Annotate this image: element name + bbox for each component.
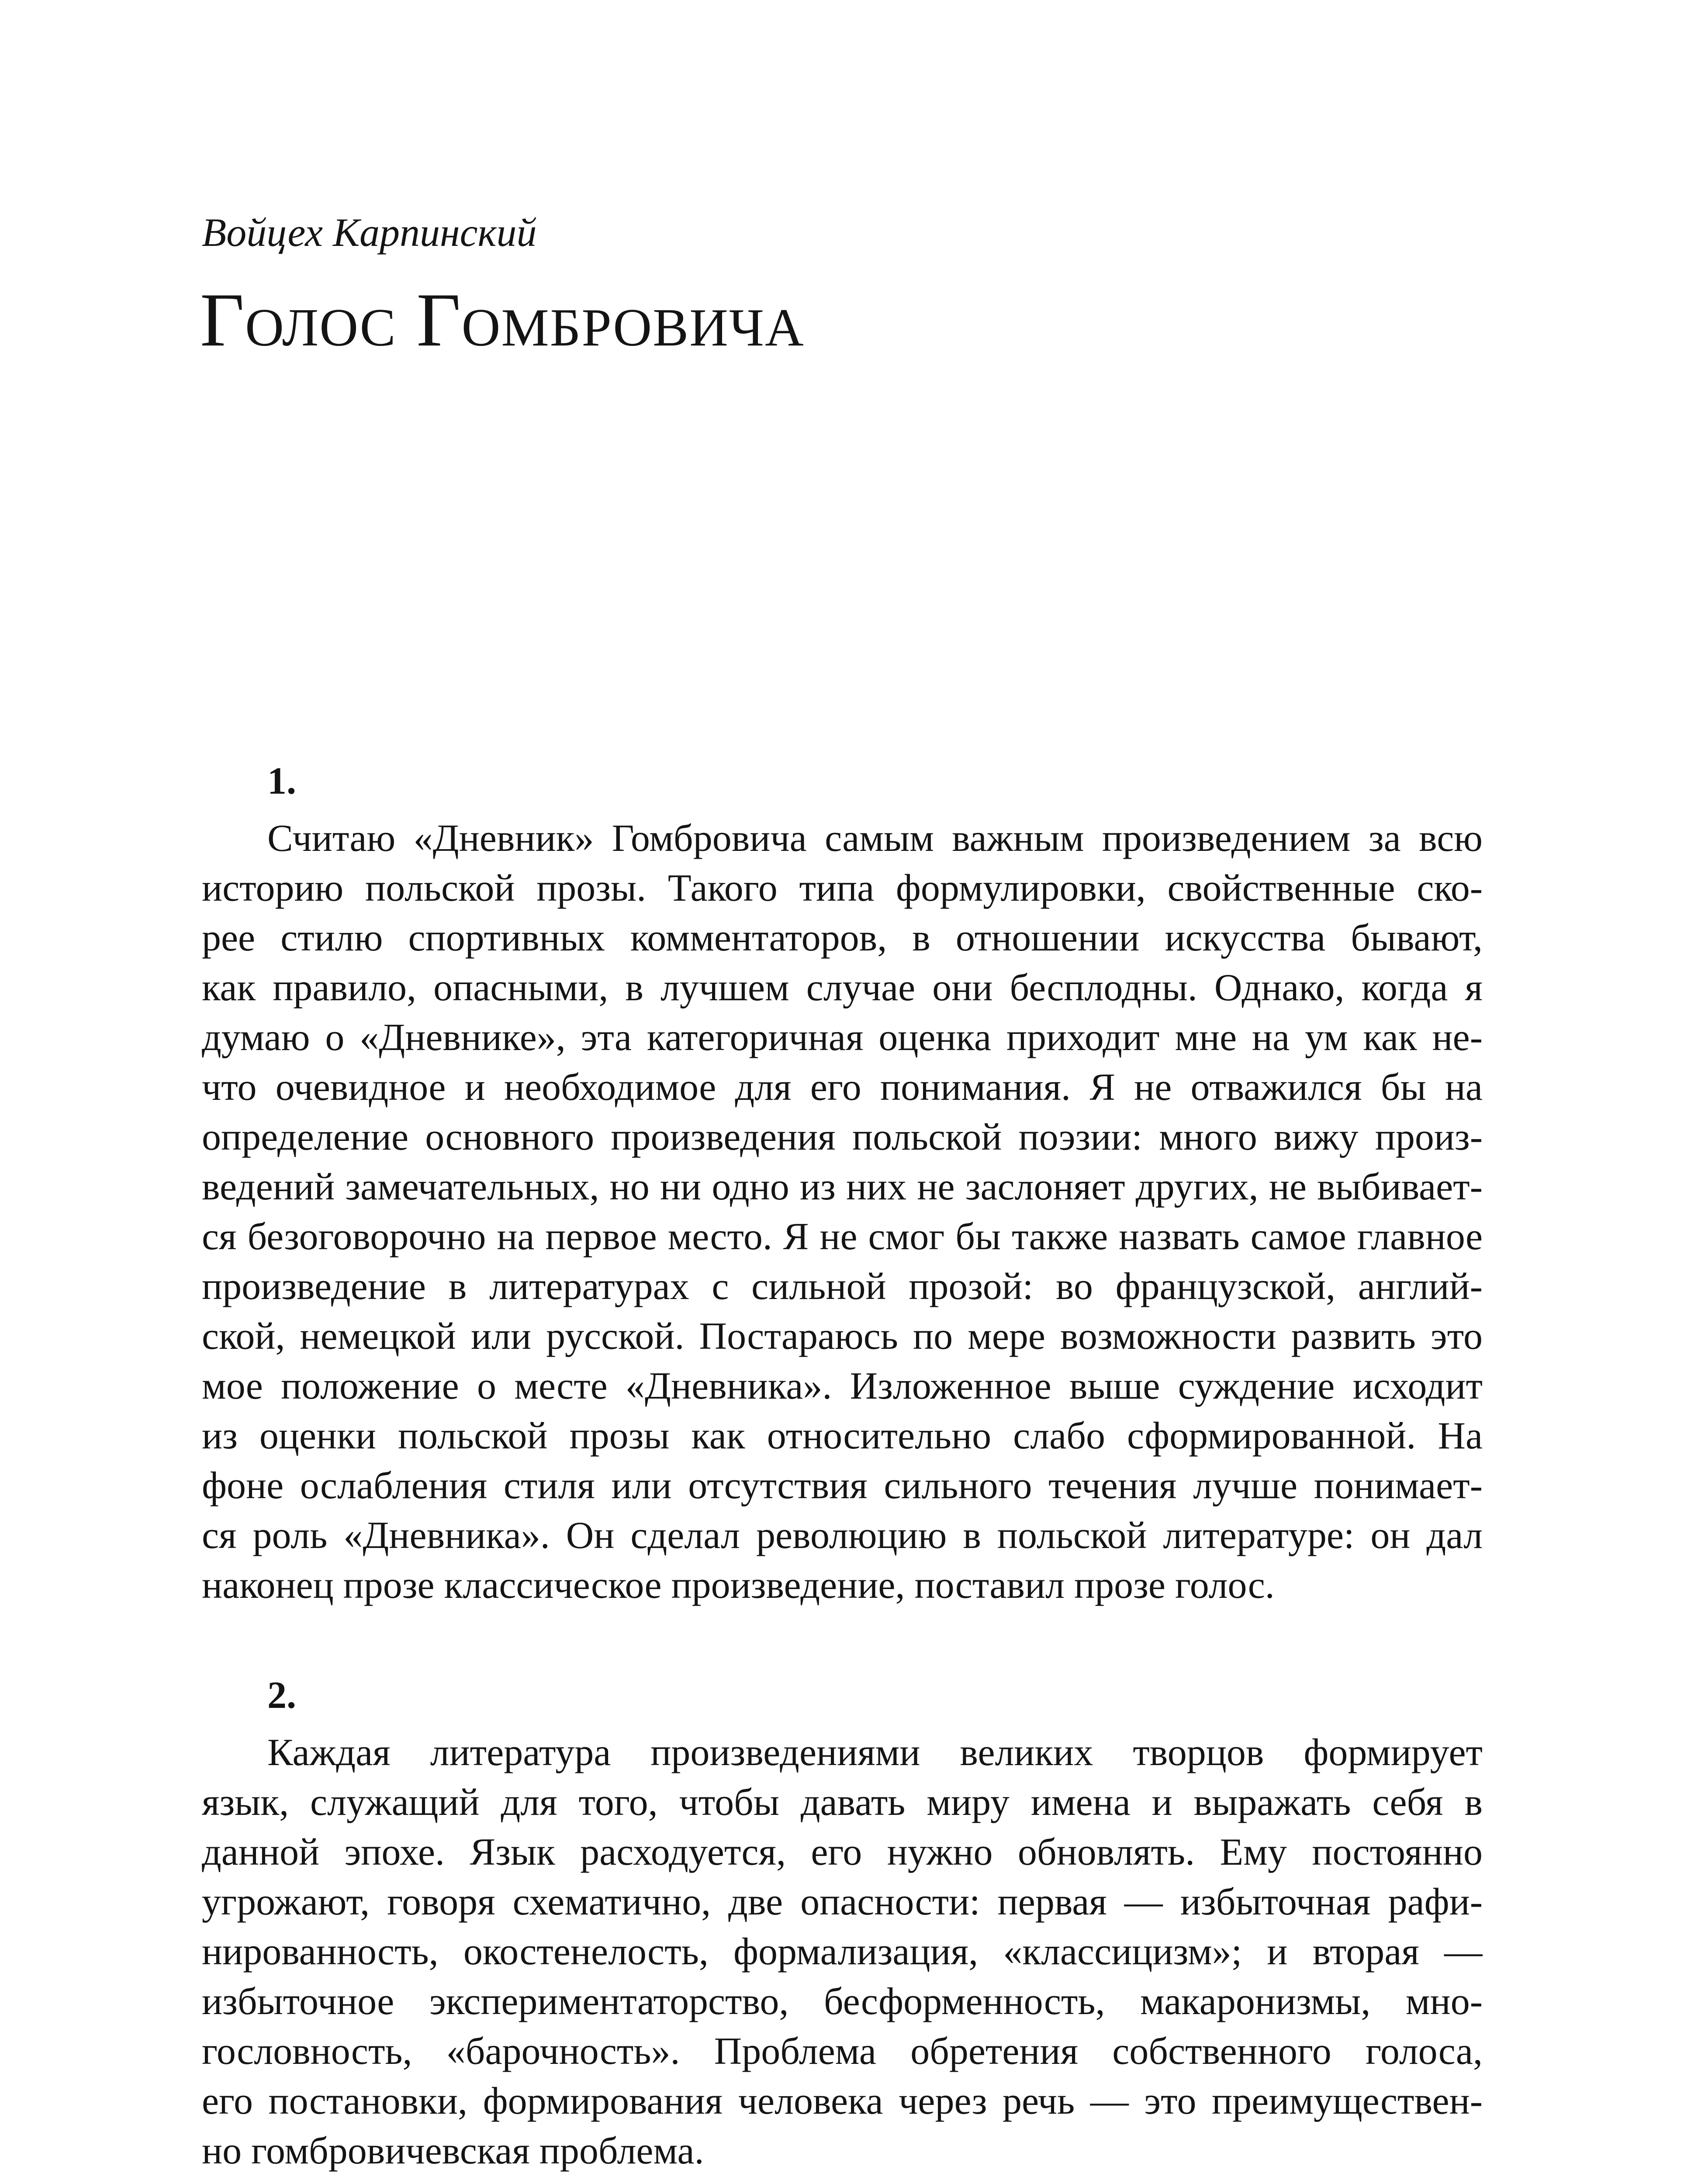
section-number: 2. (267, 1674, 296, 1717)
text-line: определение основного произведения польской поэзии: много вижу произ- (202, 1116, 1483, 1158)
text-line: но гомбровичевская проблема. (202, 2130, 704, 2172)
text-line: что очевидное и необходимое для его понимания. Я не отважился бы на (202, 1066, 1483, 1109)
text-line: рее стилю спортивных комментаторов, в отношении искусства бывают, (202, 917, 1483, 959)
text-line: как правило, опасными, в лучшем случае они бесплодны. Однако, когда я (202, 967, 1483, 1009)
text-line: Считаю «Дневник» Гомбровича самым важным произведением за всю (267, 817, 1483, 860)
text-line: данной эпохе. Язык расходуется, его нужно обновлять. Ему постоянно (202, 1831, 1483, 1873)
text-line: наконец прозе классическое произведение, поставил прозе голос. (202, 1564, 1275, 1607)
text-line: нированность, окостенелость, формализация, «классицизм»; и вторая — (202, 1931, 1483, 1973)
text-line: фоне ослабления стиля или отсутствия сильного течения лучше понимает- (202, 1465, 1483, 1507)
chapter-title: Голос Гомбровича (200, 277, 805, 362)
text-line: ся роль «Дневника». Он сделал революцию в польской литературе: он дал (202, 1514, 1483, 1557)
text-line: ся безоговорочно на первое место. Я не смог бы также назвать самое главное (202, 1216, 1483, 1258)
section-1 (202, 762, 1483, 1610)
text-line: гословность, «барочность». Проблема обретения собственного голоса, (202, 2030, 1483, 2073)
text-line: ведений замечательных, но ни одно из них не заслоняет других, не выбивает- (202, 1166, 1483, 1208)
text-line: язык, служащий для того, чтобы давать миру имена и выражать себя в (202, 1781, 1483, 1824)
text-line: Каждая литература произведениями великих творцов формирует (267, 1731, 1483, 1774)
text-line: думаю о «Дневнике», эта категоричная оценка приходит мне на ум как не- (202, 1016, 1483, 1059)
section-number: 1. (267, 760, 296, 802)
author-name: Войцех Карпинский (202, 210, 537, 255)
text-line: произведение в литературах с сильной прозой: во французской, англий- (202, 1265, 1483, 1308)
text-line: его постановки, формирования человека через речь — это преимуществен- (202, 2080, 1483, 2122)
text-line: из оценки польской прозы как относительно слабо сформированной. На (202, 1415, 1483, 1457)
text-line: угрожают, говоря схематично, две опасности: первая — избыточная рафи- (202, 1881, 1483, 1923)
text-line: избыточное экспериментаторство, бесформенность, макаронизмы, мно- (202, 1980, 1483, 2023)
text-line: мое положение о месте «Дневника». Изложенное выше суждение исходит (202, 1365, 1483, 1407)
text-line: историю польской прозы. Такого типа формулировки, свойственные ско- (202, 867, 1483, 909)
text-line: ской, немецкой или русской. Постараюсь по мере возможности развить это (202, 1315, 1483, 1358)
section-2 (202, 1676, 1483, 2176)
